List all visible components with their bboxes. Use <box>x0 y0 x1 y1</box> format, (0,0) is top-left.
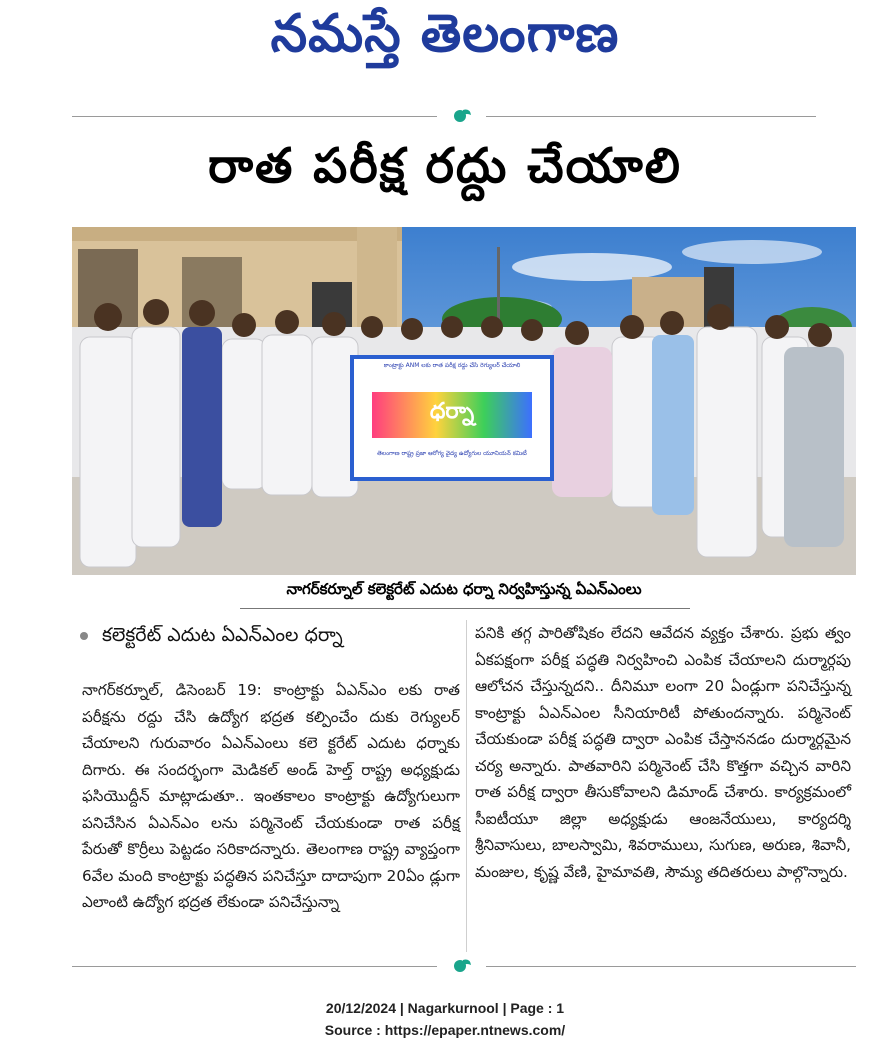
subheading-text: కలెక్టరేట్ ఎదుట ఏఎన్ఎంల ధర్నా <box>102 624 343 646</box>
photo-caption: నాగర్‌కర్నూల్ కలెక్టరేట్ ఎదుట ధర్నా నిర్వహిస్తున్న ఏఎన్ఎంలు <box>286 580 642 598</box>
leaf-icon <box>451 106 473 124</box>
article-subheading <box>80 624 460 651</box>
article-headline: రాత పరీక్ష రద్దు చేయాలి <box>208 138 682 194</box>
masthead-title: నమస్తే తెలంగాణ <box>270 4 620 64</box>
banner-top-text: కాంట్రాక్టు ANM లకు రాత పరీక్ష రద్దు చేసి రెగ్యులర్ చేయాలి <box>383 362 521 369</box>
bottom-divider-left <box>72 966 437 967</box>
banner-bottom-text: తెలంగాణ రాష్ట్ర ప్రజా ఆరోగ్య వైద్య ఉద్యోగుల యూనియన్ కమిటీ <box>377 450 527 457</box>
footer-date-line: 20/12/2024 | Nagarkurnool | Page : 1 <box>325 1000 565 1016</box>
article-body-left-column: నాగర్‌కర్నూల్, డిసెంబర్ 19: కాంట్రాక్టు ఏఎన్ఎం లకు రాత పరీక్షను రద్దు చేసి ఉద్యోగ భద్రత కల్పించేం దుకు రెగ్యులర్ చేయాలని గురువారం ఏఎన్ఎంలు కలె క్టరేట్ ఎదుట ధర్నాకు దిగారు. ఈ సందర్భంగా మెడికల్ అండ్ హెల్త్ రాష్ట్ర అధ్యక్షుడు ఫసియొద్దీన్ మాట్లాడుతూ.. ఇంతకాలం కాంట్రాక్టు ఉద్యోగులుగా పనిచేసిన ఏఎన్ఎం లను పర్మినెంట్ చేయకుండా రాత పరీక్ష పేరుతో కొర్రీలు పెట్టడం సరికాదన్నారు. తెలంగాణ రాష్ట్ర వ్యాప్తంగా 6వేల మంది కాంట్రాక్టు పద్ధతిన పనిచేస్తూ దాదాపుగా 20ఏం డ్లుగా ఎలాంటి ఉద్యోగ భద్రత లేకుండా పనిచేస్తున్నా <box>82 681 460 911</box>
top-divider-right <box>486 116 816 117</box>
protest-photo <box>72 227 856 575</box>
banner-main-text: ధర్నా <box>429 399 475 424</box>
article-body-right-column: పనికి తగ్గ పారితోషికం లేదని ఆవేదన వ్యక్తం చేశారు. ప్రభు త్వం ఏకపక్షంగా పరీక్ష పద్ధతి నిర్వహించి ఎంపిక చేయాలని దుర్మార్గపు ఆలోచన చేస్తున్నదని.. దీనిమూ లంగా 20 ఏండ్లుగా పనిచేస్తున్న కాంట్రాక్టు ఏఎన్ఎంల సీనియారిటీ పోతుందన్నారు. పర్మినెంట్ చేయకుండా పరీక్ష పద్ధతి ద్వారా ఎంపిక చేస్తాననడం దుర్మార్గమైన చర్య అన్నారు. పాతవారిని పర్మినెంట్ చేసి కొత్తగా వచ్చిన వారిని రాత పరీక్ష ద్వారా తీసుకోవాలని డిమాండ్ చేశారు. కార్యక్రమంలో సీఐటీయూ జిల్లా అధ్యక్షుడు ఆంజనేయులు, కార్యదర్శి శ్రీనివాసులు, బాలస్వామి, శివరాములు, సుగుణ, అరుణ, శివానీ, మంజుల, కృష్ణ వేణి, హైమావతి, సౌమ్య తదితరులు పాల్గొన్నారు. <box>475 624 851 881</box>
footer-source-line: Source : https://epaper.ntnews.com/ <box>324 1022 566 1038</box>
bottom-divider-right <box>486 966 856 967</box>
caption-underline <box>240 608 690 609</box>
bullet-dot-icon <box>80 632 88 640</box>
leaf-icon <box>451 956 473 974</box>
top-divider-left <box>72 116 437 117</box>
column-divider <box>466 620 467 952</box>
